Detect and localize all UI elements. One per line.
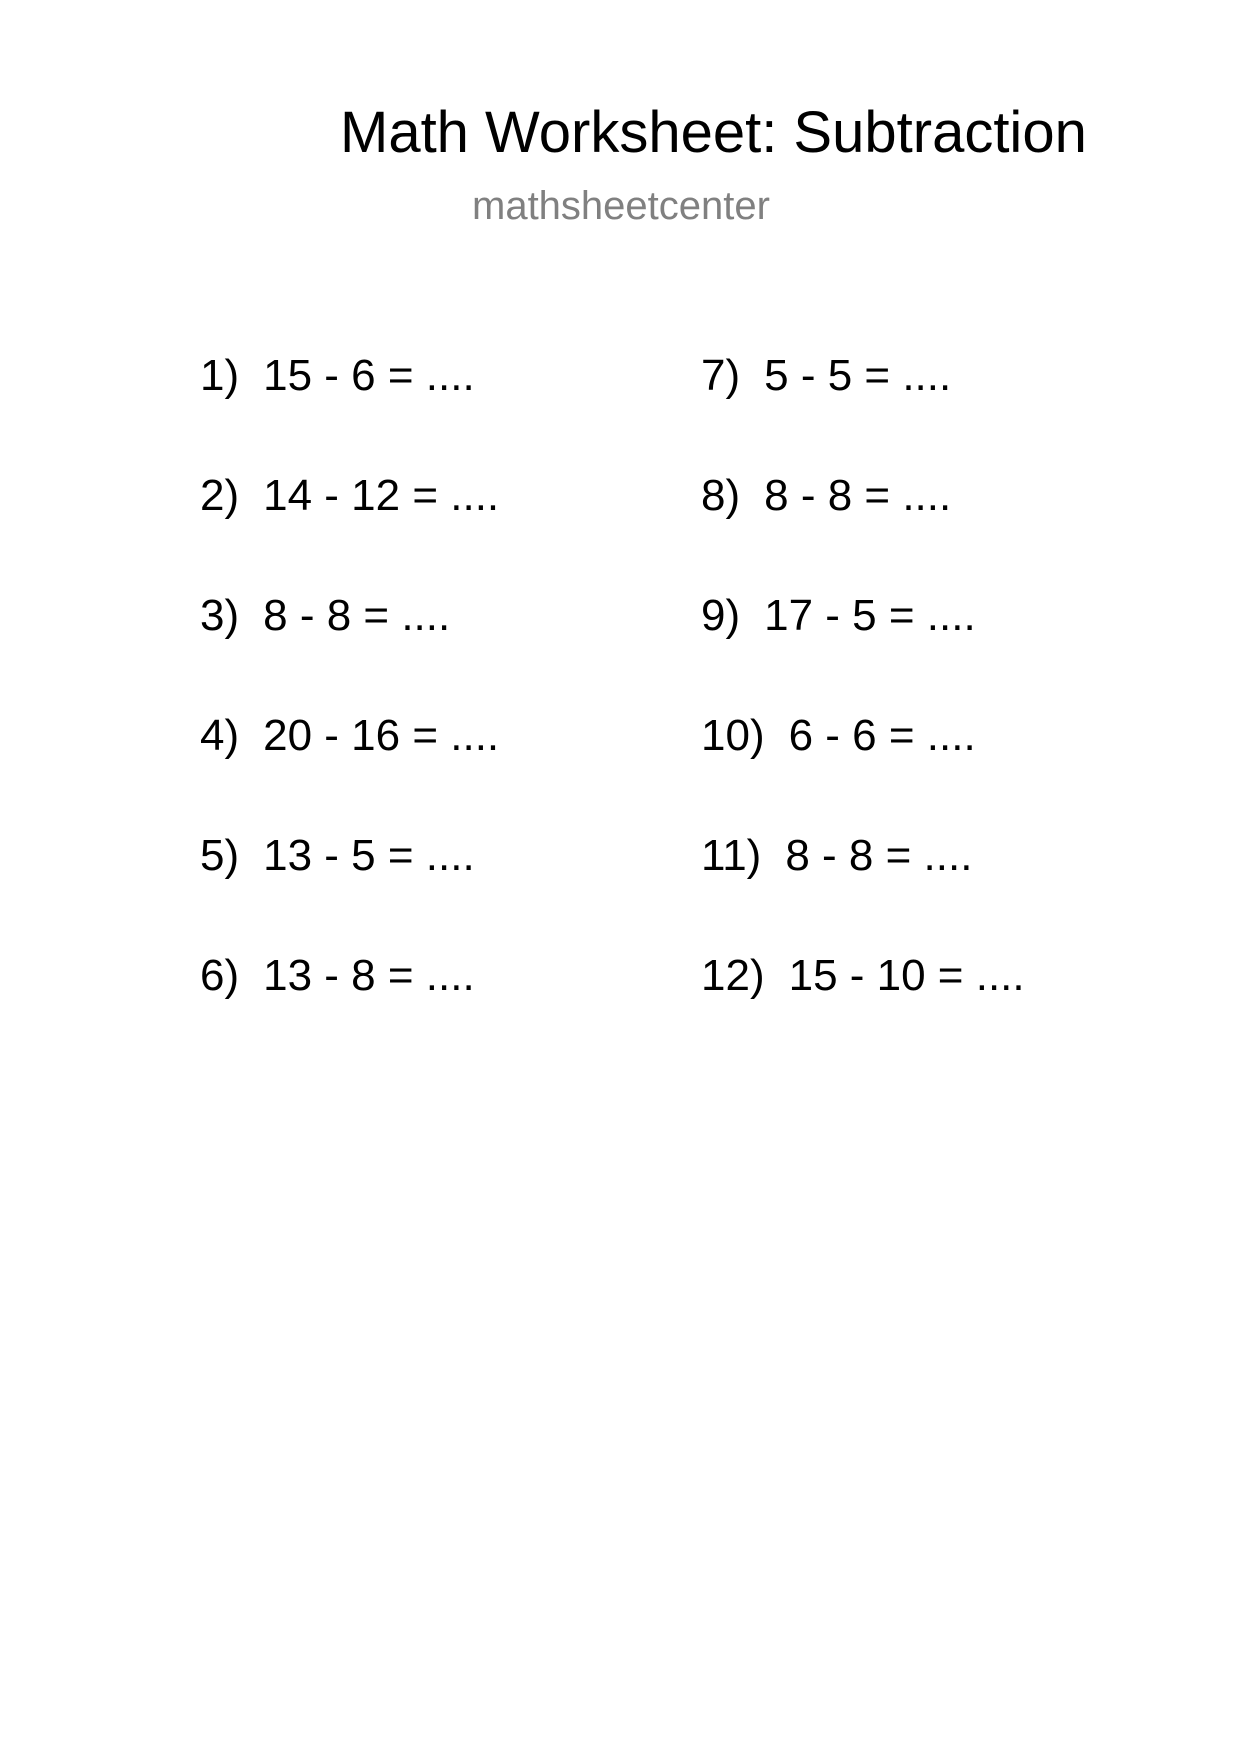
problem-number: 2) <box>200 471 240 520</box>
problem-number: 5) <box>200 831 240 880</box>
problem-expression: 15 - 10 = .... <box>788 951 1025 1000</box>
problem-expression: 15 - 6 = .... <box>263 351 475 400</box>
problem-number: 9) <box>701 591 741 640</box>
problem-expression: 14 - 12 = .... <box>263 471 500 520</box>
problem-item <box>200 830 475 890</box>
problem-expression: 17 - 5 = .... <box>764 591 976 640</box>
problem-item <box>701 470 951 530</box>
problem-item <box>200 590 450 650</box>
problem-expression: 8 - 8 = .... <box>263 591 451 640</box>
problem-expression: 13 - 5 = .... <box>263 831 475 880</box>
problem-item <box>701 350 951 410</box>
problem-item <box>701 710 976 770</box>
problem-item <box>701 830 972 890</box>
problem-item <box>200 710 499 770</box>
problem-item <box>701 950 1025 1010</box>
problem-number: 12) <box>701 951 765 1000</box>
problem-expression: 8 - 8 = .... <box>764 471 952 520</box>
page-title: Math Worksheet: Subtraction <box>340 100 1087 165</box>
problem-item <box>200 470 499 530</box>
problem-number: 1) <box>200 351 240 400</box>
problem-number: 11) <box>701 831 762 880</box>
problem-number: 10) <box>701 711 765 760</box>
problem-number: 7) <box>701 351 741 400</box>
problem-expression: 20 - 16 = .... <box>263 711 500 760</box>
problem-expression: 5 - 5 = .... <box>764 351 952 400</box>
problem-item <box>701 590 976 650</box>
problem-expression: 6 - 6 = .... <box>788 711 976 760</box>
problem-number: 6) <box>200 951 240 1000</box>
problem-number: 8) <box>701 471 741 520</box>
problem-number: 3) <box>200 591 240 640</box>
problem-item <box>200 350 475 410</box>
problem-expression: 13 - 8 = .... <box>263 951 475 1000</box>
problem-number: 4) <box>200 711 240 760</box>
page-subtitle: mathsheetcenter <box>472 184 770 228</box>
problem-list <box>200 350 1100 1070</box>
problem-item <box>200 950 475 1010</box>
problem-expression: 8 - 8 = .... <box>785 831 973 880</box>
